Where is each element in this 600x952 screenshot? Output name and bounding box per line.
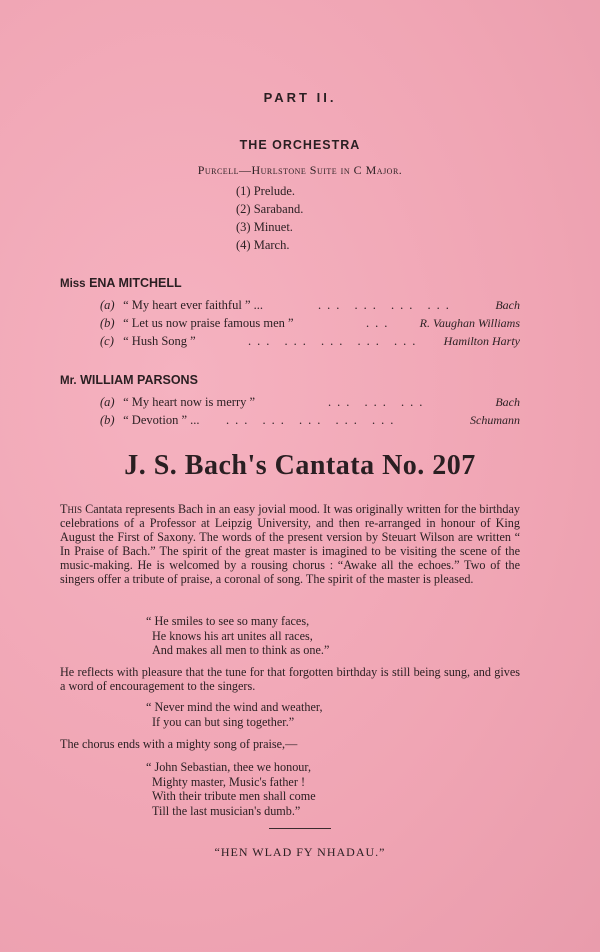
singer-honorific: Miss — [60, 278, 86, 290]
verse-line: And makes all men to think as one.” — [152, 643, 330, 657]
song-label: (b) — [100, 413, 115, 427]
song-title: “ My heart now is merry ” — [123, 395, 256, 409]
song-composer: Schumann — [470, 413, 520, 427]
song-title: “ Let us now praise famous men ” — [123, 316, 294, 330]
leader-dots: ... ... ... ... — [318, 298, 455, 312]
song-list-parsons — [100, 393, 520, 429]
cantata-title: J. S. Bach's Cantata No. 207 — [124, 450, 476, 481]
verse-line: “ He smiles to see so many faces, — [146, 614, 310, 628]
leader-dots: ... — [366, 316, 394, 330]
song-label: (c) — [100, 334, 114, 348]
song-composer: R. Vaughan Williams — [419, 316, 520, 330]
anthem-title: “HEN WLAD FY NHADAU.” — [214, 845, 386, 859]
verse-line: Mighty master, Music's father ! — [152, 774, 306, 789]
paragraph-chorus: The chorus ends with a mighty song of praise,— — [60, 737, 298, 751]
suite-title — [0, 163, 600, 178]
song-row — [100, 393, 520, 411]
intro-text: Cantata represents Bach in an easy jovial mood. It was originally written for the birthday celebrations of a Professor at Leipzig University, and then re-arranged in honour of King August the First of Saxony. The words of the present version by Steuart Wilson are written “ In Praise of Bach.” The spirit of the great master is imagined to be visiting the scene of the music-making. He is welcomed by a rousing chorus : “Awake all the echoes.” Two of the singers offer a tribute of praise, a coronal of song. The spirit of the master is pleased. — [60, 502, 520, 586]
song-row — [100, 314, 520, 332]
song-title: “ Hush Song ” — [123, 334, 196, 348]
suite-composers: Purcell—Hurlstone — [197, 163, 307, 177]
song-title: “ Devotion ” ... — [123, 413, 200, 427]
movement-item: (1) Prelude. — [236, 184, 296, 198]
leader-dots: ... ... ... ... ... — [248, 334, 422, 348]
verse-line: Till the last musician's dumb.” — [152, 803, 301, 818]
song-composer: Bach — [495, 298, 520, 312]
verse-line: “ Never mind the wind and weather, — [146, 700, 323, 714]
song-list-mitchell — [100, 296, 520, 350]
song-row — [100, 332, 520, 350]
intro-first-word: This — [60, 502, 82, 516]
singer-heading-mitchell — [60, 276, 182, 290]
singer-honorific: Mr. — [60, 375, 77, 387]
song-composer: Bach — [495, 395, 520, 409]
singer-name: ENA MITCHELL — [89, 276, 182, 290]
movement-list — [236, 182, 303, 254]
cantata-description — [60, 502, 520, 586]
verse-line: He knows his art unites all races, — [152, 628, 313, 643]
song-row — [100, 296, 520, 314]
verse-line: With their tribute men shall come — [152, 789, 316, 803]
song-label: (a) — [100, 395, 115, 409]
song-label: (a) — [100, 298, 115, 312]
singer-name: WILLIAM PARSONS — [80, 373, 198, 387]
verse-3 — [146, 760, 316, 818]
movement-item: (4) March. — [236, 238, 290, 252]
song-label: (b) — [100, 316, 115, 330]
verse-line: “ John Sebastian, thee we honour, — [146, 760, 312, 774]
leader-dots: ... ... ... — [328, 395, 429, 409]
divider-rule — [269, 828, 331, 829]
song-title: “ My heart ever faithful ” ... — [123, 298, 263, 312]
song-composer: Hamilton Harty — [443, 334, 520, 348]
verse-1 — [146, 614, 329, 658]
part-title: PART II. — [263, 90, 337, 105]
suite-name: Suite in C Major. — [309, 163, 403, 177]
singer-heading-parsons — [60, 373, 198, 387]
movement-item: (2) Saraband. — [236, 202, 304, 216]
orchestra-heading: THE ORCHESTRA — [239, 138, 361, 152]
song-row — [100, 411, 520, 429]
verse-2 — [146, 700, 323, 729]
paragraph-reflects: He reflects with pleasure that the tune for that forgotten birthday is still being sung, and gives a word of encouragement to the singers. — [60, 665, 520, 693]
verse-line: If you can but sing together.” — [152, 714, 295, 729]
leader-dots: ... ... ... ... ... — [226, 413, 400, 427]
movement-item: (3) Minuet. — [236, 220, 293, 234]
